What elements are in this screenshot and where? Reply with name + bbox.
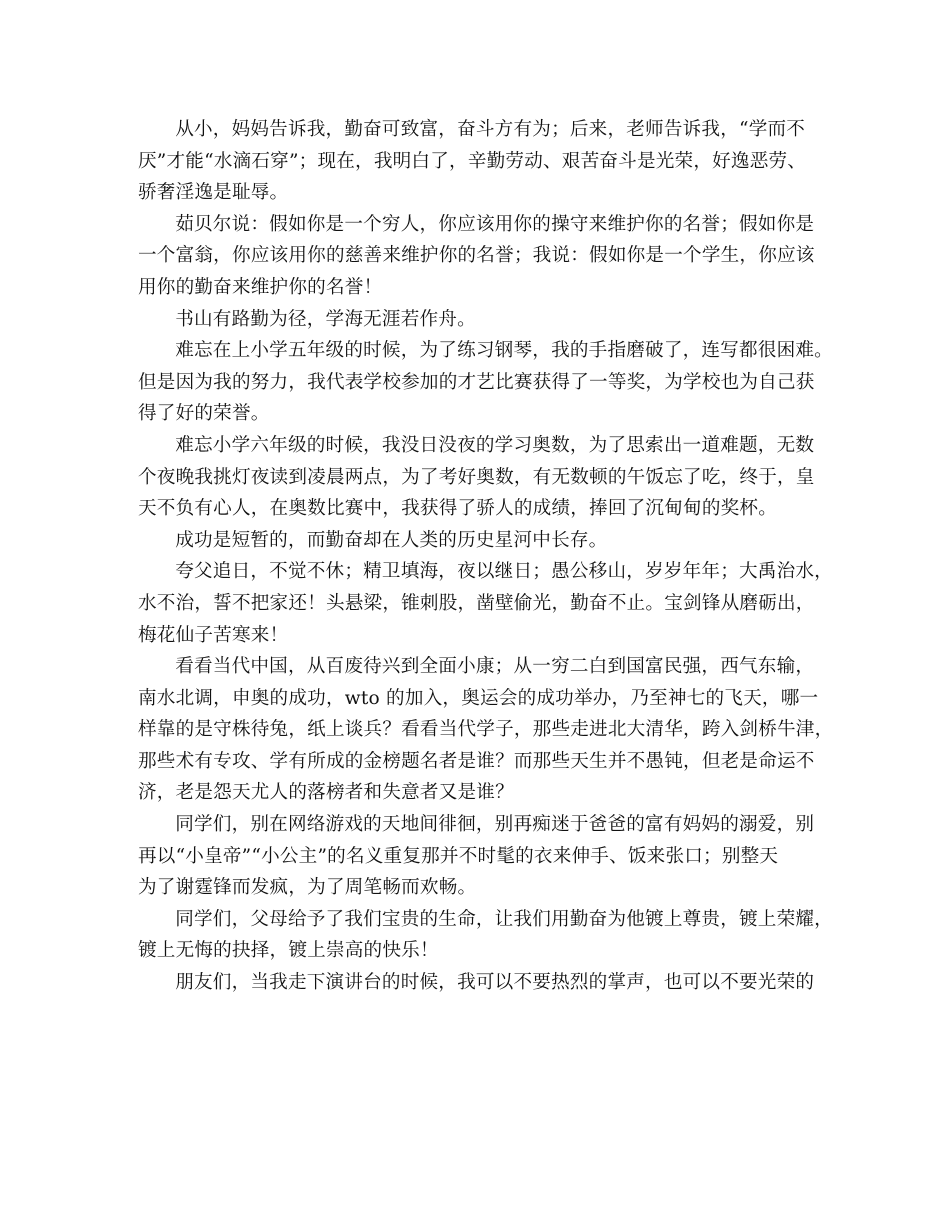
text-line: 得了好的荣誉。: [138, 403, 270, 425]
paragraph: [138, 967, 814, 999]
paragraph: [138, 556, 833, 651]
text-line: 济，老是怨天尤人的落榜者和失意者又是谁？: [138, 782, 514, 804]
text-line: 厌”才能“水滴石穿”；现在，我明白了，辛勤劳动、艰苦奋斗是光荣，好逸恶劳、: [138, 150, 807, 172]
text-line: 梅花仙子苦寒来！: [138, 624, 289, 646]
text-line: 天不负有心人，在奥数比赛中，我获得了骄人的成绩，捧回了沉甸甸的奖杯。: [138, 498, 777, 520]
paragraph: [138, 809, 814, 904]
text-line: 镀上无悔的抉择，镀上崇高的快乐！: [138, 940, 439, 962]
text-line: 样靠的是守株待兔，纸上谈兵？看看当代学子，那些走进北大清华，跨入剑桥牛津，: [138, 719, 834, 741]
paragraph: [138, 114, 814, 209]
text-line: 同学们，别在网络游戏的天地间徘徊，别再痴迷于爸爸的富有妈妈的溺爱，别: [175, 814, 815, 836]
paragraph: [138, 904, 833, 967]
paragraph: [138, 651, 834, 809]
text-line: 骄奢淫逸是耻辱。: [138, 182, 289, 204]
text-line: 但是因为我的努力，我代表学校参加的才艺比赛获得了一等奖，为学校也为自己获: [138, 371, 815, 393]
text-line: 个夜晚我挑灯夜读到凌晨两点，为了考好奥数，有无数顿的午饭忘了吃，终于，皇: [138, 466, 815, 488]
paragraph: [138, 304, 814, 336]
text-line: 夸父追日，不觉不休；精卫填海，夜以继日；愚公移山，岁岁年年；大禹治水，: [175, 561, 833, 583]
text-line: 同学们，父母给予了我们宝贵的生命，让我们用勤奋为他镀上尊贵，镀上荣耀，: [175, 908, 833, 930]
text-line: 成功是短暂的，而勤奋却在人类的历史星河中长存。: [175, 529, 608, 551]
text-line: 难忘小学六年级的时候，我没日没夜的学习奥数，为了思索出一道难题，无数: [175, 434, 815, 456]
text-line: 茹贝尔说：假如你是一个穷人，你应该用你的操守来维护你的名誉；假如你是: [175, 213, 815, 235]
paragraph: [138, 525, 814, 557]
paragraph: [138, 335, 833, 430]
text-line: 再以“小皇帝”“小公主”的名义重复那并不时髦的衣来伸手、饭来张口；别整天: [138, 845, 779, 867]
text-line: 为了谢霆锋而发疯，为了周笔畅而欢畅。: [138, 877, 477, 899]
text-line: 书山有路勤为径，学海无涯若作舟。: [175, 308, 476, 330]
paragraph: [138, 209, 814, 304]
text-line: 那些术有专攻、学有所成的金榜题名者是谁？而那些天生并不愚钝，但老是命运不: [138, 750, 815, 772]
text-line: 南水北调，申奥的成功，wto 的加入，奥运会的成功举办，乃至神七的飞天，哪一: [138, 687, 819, 709]
text-line: 水不治，誓不把家还！头悬梁，锥刺股，凿壁偷光，勤奋不止。宝剑锋从磨砺出，: [138, 592, 815, 614]
text-line: 难忘在上小学五年级的时候，为了练习钢琴，我的手指磨破了，连写都很困难。: [175, 340, 833, 362]
text-line: 用你的勤奋来维护你的名誉！: [138, 276, 383, 298]
text-line: 一个富翁，你应该用你的慈善来维护你的名誉；我说：假如你是一个学生，你应该: [138, 245, 815, 267]
document-body: [138, 114, 834, 999]
paragraph: [138, 430, 814, 525]
text-line: 看看当代中国，从百废待兴到全面小康；从一穷二白到国富民强，西气东输，: [175, 656, 815, 678]
text-line: 从小，妈妈告诉我，勤奋可致富，奋斗方有为；后来，老师告诉我，“学而不: [175, 119, 806, 140]
text-line: 朋友们，当我走下演讲台的时候，我可以不要热烈的掌声，也可以不要光荣的: [175, 972, 815, 994]
